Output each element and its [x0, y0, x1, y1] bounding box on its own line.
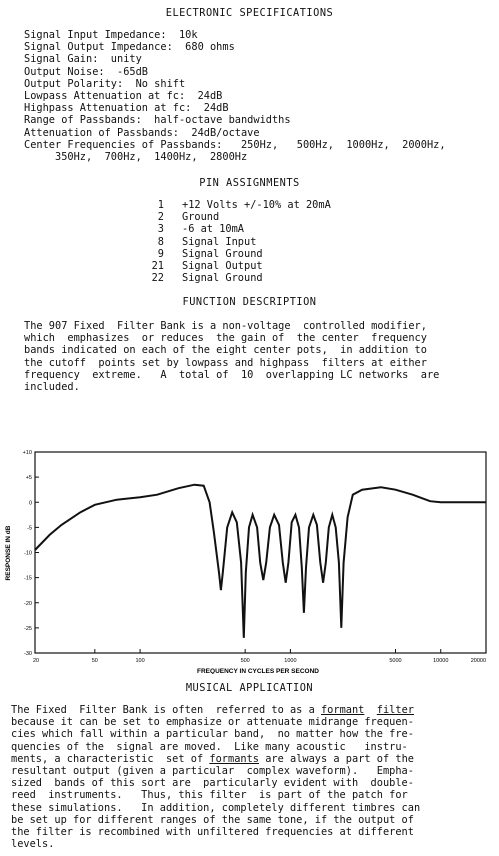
function-line: included. — [24, 381, 80, 394]
musical-line: the filter is recombined with unfiltered frequencies at different — [11, 826, 414, 839]
musical-line: quencies of the signal are moved. Like many acoustic instru- — [11, 740, 408, 753]
pins-title: PIN ASSIGNMENTS — [199, 177, 300, 189]
pin-description: Signal Input — [182, 235, 257, 248]
frequency-response-chart — [0, 444, 499, 674]
spec-line: Signal Input Impedance: 10k — [24, 29, 198, 41]
y-axis-label: RESPONSE IN dB — [5, 525, 12, 581]
y-tick-label: -5 — [27, 525, 32, 532]
x-tick-label: 10000 — [433, 658, 449, 664]
musical-line: because it can be set to emphasize or attenuate midrange frequen- — [11, 716, 414, 729]
pin-row — [140, 248, 331, 260]
musical-line: these simulations. In addition, completely different timbres can — [11, 801, 421, 814]
pin-list — [140, 199, 331, 284]
y-tick-label: +5 — [25, 475, 32, 482]
y-tick-label: -15 — [24, 575, 32, 582]
spec-line: Highpass Attenuation at fc: 24dB — [24, 102, 229, 115]
x-tick-label: 1000 — [284, 658, 297, 664]
function-line: frequency extreme. A total of 10 overlapping LC networks are — [24, 368, 440, 381]
musical-line: cies which fall within a particular band, no matter how the fre- — [11, 728, 414, 741]
pin-number: 3 — [157, 223, 164, 236]
pin-description: -6 at 10mA — [182, 223, 244, 236]
response-curve — [35, 485, 486, 638]
musical-text — [11, 704, 420, 850]
function-line: The 907 Fixed Filter Bank is a non-voltage controlled modifier, — [24, 320, 427, 332]
pin-description: Ground — [182, 211, 220, 224]
spec-line: Range of Passbands: half-octave bandwidths — [24, 114, 291, 127]
plot-frame — [35, 452, 486, 653]
spec-line: Lowpass Attenuation at fc: 24dB — [24, 90, 223, 103]
pin-number: 21 — [151, 260, 164, 273]
x-axis-label: FREQUENCY IN CYCLES PER SECOND — [197, 668, 319, 674]
x-tick-label: 20000 — [470, 658, 486, 664]
specs-list — [24, 29, 446, 163]
spec-line: Signal Output Impedance: 680 ohms — [24, 41, 235, 54]
function-line: bands indicated on each of the eight center pots, in addition to — [24, 344, 427, 357]
pin-row — [140, 199, 331, 211]
spec-line: Attenuation of Passbands: 24dB/octave — [24, 126, 260, 139]
function-title: FUNCTION DESCRIPTION — [182, 296, 317, 308]
y-tick-label: -30 — [24, 651, 32, 657]
pin-number: 8 — [157, 235, 164, 248]
x-tick-label: 5000 — [389, 658, 402, 664]
pin-number: 9 — [157, 247, 164, 260]
musical-line: The Fixed Filter Bank is often referred to as a formant filter — [11, 704, 414, 716]
pin-row — [140, 223, 331, 235]
musical-line: levels. — [11, 838, 55, 851]
spec-line: Output Noise: -65dB — [24, 65, 148, 78]
pin-number: 22 — [151, 272, 164, 285]
x-tick-label: 500 — [240, 658, 250, 664]
y-tick-label: -25 — [24, 625, 32, 632]
musical-line: resultant output (given a particular complex waveform). Empha- — [11, 765, 414, 778]
spec-line: Output Polarity: No shift — [24, 77, 186, 90]
spec-line: 350Hz, 700Hz, 1400Hz, 2800Hz — [24, 151, 248, 164]
function-line: which emphasizes or reduces the gain of the center frequency — [24, 332, 427, 345]
pin-row — [140, 260, 331, 272]
x-tick-label: 100 — [135, 658, 145, 664]
function-text — [24, 320, 439, 393]
specs-title: ELECTRONIC SPECIFICATIONS — [165, 7, 334, 19]
pin-number: 2 — [157, 211, 164, 224]
function-line: the cutoff points set by lowpass and highpass filters at either — [24, 356, 427, 369]
y-tick-label: +10 — [22, 450, 32, 456]
pin-row — [140, 272, 331, 284]
y-tick-label: -10 — [24, 550, 32, 557]
pin-number: 1 — [157, 199, 164, 211]
x-tick-label: 20 — [33, 658, 40, 664]
x-tick-label: 50 — [91, 658, 98, 664]
spec-line: Center Frequencies of Passbands: 250Hz, 500Hz, 1000Hz, 2000Hz, — [24, 138, 446, 151]
spec-line: Signal Gain: unity — [24, 53, 142, 66]
musical-line: sized bands of this sort are particularly evident with double- — [11, 777, 414, 790]
pin-description: Signal Output — [182, 260, 263, 273]
musical-title: MUSICAL APPLICATION — [185, 682, 314, 694]
musical-line: reed instruments. Thus, this filter is part of the patch for — [11, 789, 408, 802]
musical-line: be set up for different ranges of the same tone, if the output of — [11, 813, 414, 826]
pin-description: +12 Volts +/-10% at 20mA — [182, 199, 331, 211]
pin-description: Signal Ground — [182, 247, 263, 260]
y-tick-label: 0 — [28, 500, 32, 507]
y-tick-label: -20 — [24, 600, 32, 607]
musical-line: ments, a characteristic set of formants are always a part of the — [11, 752, 414, 765]
pin-row — [140, 236, 331, 248]
pin-row — [140, 211, 331, 223]
pin-description: Signal Ground — [182, 272, 263, 285]
